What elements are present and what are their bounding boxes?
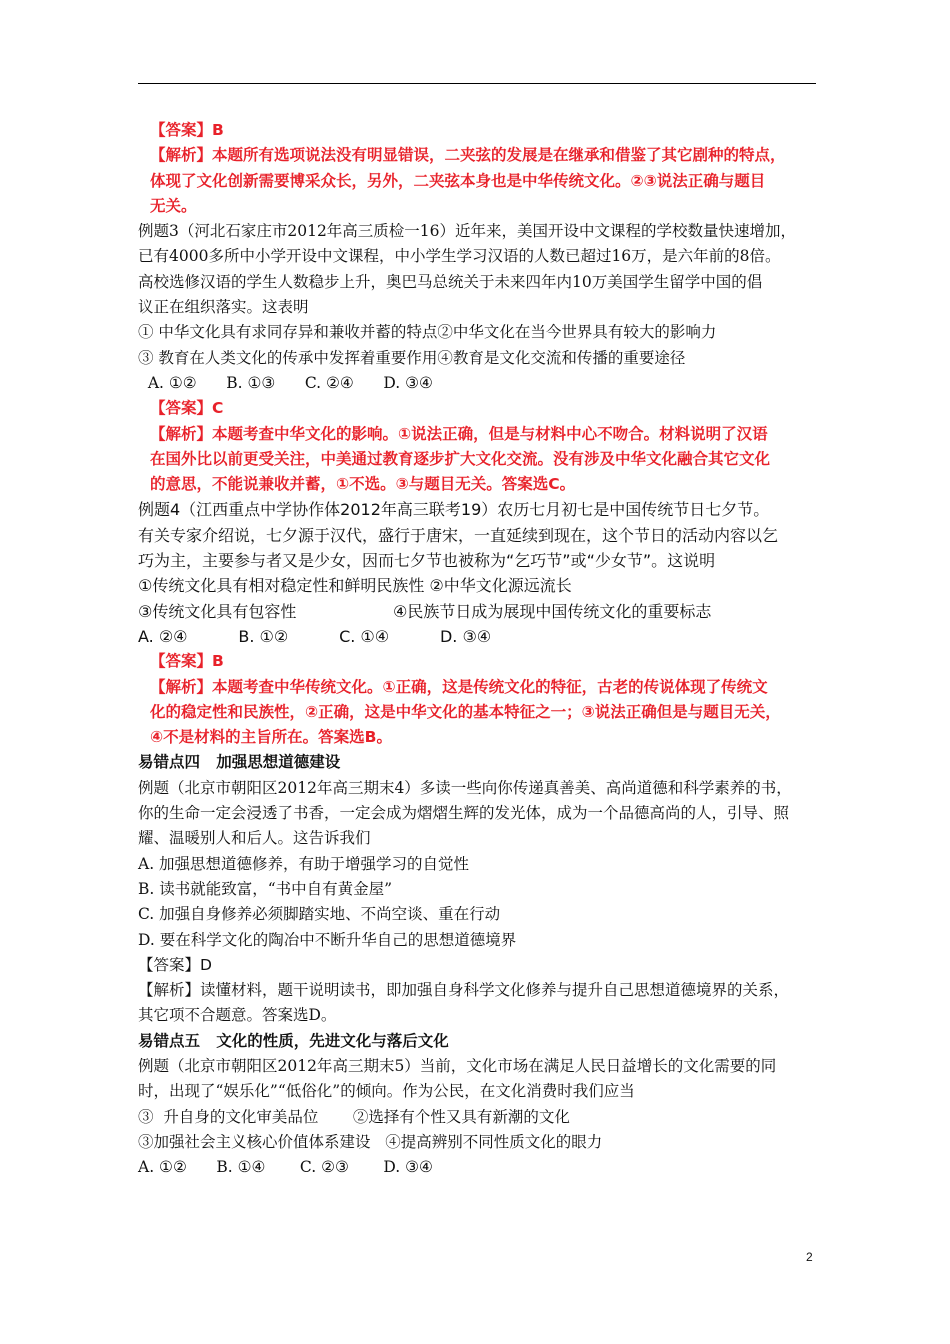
text-line: 你的生命一定会浸透了书香，一定会成为熠熠生辉的发光体，成为一个品德高尚的人，引导、照	[138, 804, 790, 823]
text-line: 【解析】本题考查中华文化的影响。①说法正确，但是与材料中心不吻合。材料说明了汉语	[150, 424, 768, 443]
text-line: 例题3（河北石家庄市2012年高三质检一16）近年来，美国开设中文课程的学校数量快速增加，	[138, 222, 797, 241]
text-line: 【解析】本题考查中华传统文化。①正确，这是传统文化的特征，古老的传说体现了传统文	[150, 677, 768, 696]
text-line: 已有4000多所中小学开设中文课程，中小学生学习汉语的人数已超过16万，是六年前的8倍。	[138, 247, 781, 266]
text-line: 体现了文化创新需要博采众长，另外，二夹弦本身也是中华传统文化。②③说法正确与题目	[150, 171, 766, 190]
text-line: 在国外比以前更受关注，中美通过教育逐步扩大文化交流。没有涉及中华文化融合其它文化	[150, 449, 771, 468]
text-line: 的意思，不能说兼收并蓄，①不选。③与题目无关。答案选C。	[150, 475, 576, 494]
text-line: A. ①② B. ①③ C. ②④ D. ③④	[138, 373, 433, 392]
text-line: 其它项不合题意。答案选D。	[138, 1006, 337, 1025]
text-line: ③加强社会主义核心价值体系建设 ④提高辨别不同性质文化的眼力	[138, 1132, 603, 1151]
text-line: 【答案】B	[150, 121, 224, 139]
text-line: 时，出现了“娱乐化”“低俗化”的倾向。作为公民，在文化消费时我们应当	[138, 1082, 635, 1101]
text-line: ③传统文化具有包容性 ④民族节日成为展现中国传统文化的重要标志	[138, 601, 712, 621]
text-line: 高校选修汉语的学生人数稳步上升，奥巴马总统关于未来四年内10万美国学生留学中国的倡	[138, 272, 763, 291]
text-line: 【答案】C	[150, 399, 224, 418]
text-line: D. 要在科学文化的陶冶中不断升华自己的思想道德境界	[138, 930, 517, 949]
text-line: 议正在组织落实。这表明	[138, 298, 309, 317]
text-line: ① 中华文化具有求同存异和兼收并蓄的特点②中华文化在当今世界具有较大的影响力	[138, 323, 717, 342]
text-line: 【答案】B	[150, 652, 224, 671]
text-line: A. ①② B. ①④ C. ②③ D. ③④	[138, 1158, 433, 1177]
text-line: 例题（北京市朝阳区2012年高三期末5）当前，文化市场在满足人民日益增长的文化需要的同	[138, 1056, 777, 1075]
text-line: 例题（北京市朝阳区2012年高三期末4）多读一些向你传递真善美、高尚道德和科学素养的书，	[138, 778, 792, 797]
text-line: C. 加强自身修养必须脚踏实地、不尚空谈、重在行动	[138, 905, 501, 924]
text-line: 化的稳定性和民族性，②正确，这是中华文化的基本特征之一；③说法正确但是与题目无关，	[150, 702, 781, 721]
text-line: 无关。	[150, 196, 197, 215]
text-line: ③ 教育在人类文化的传承中发挥着重要作用④教育是文化交流和传播的重要途径	[138, 348, 686, 367]
text-line: 【答案】D	[138, 955, 212, 974]
text-line: A. 加强思想道德修养，有助于增强学习的自觉性	[138, 854, 470, 873]
text-line: 耀、温暖别人和后人。这告诉我们	[138, 829, 371, 848]
page-body	[138, 118, 818, 1180]
text-line: 巧为主，主要参与者又是少女，因而七夕节也被称为“乞巧节”或“少女节”。这说明	[138, 551, 716, 571]
text-line: 易错点五 文化的性质，先进文化与落后文化	[138, 1031, 449, 1050]
text-line: ①传统文化具有相对稳定性和鲜明民族性 ②中华文化源远流长	[138, 576, 572, 596]
text-line: 例题4（江西重点中学协作体2012年高三联考19）农历七月初七是中国传统节日七夕节。	[138, 500, 770, 520]
text-line: 【解析】读懂材料，题干说明读书，即加强自身科学文化修养与提升自己思想道德境界的关系，	[138, 981, 790, 1000]
text-line: 有关专家介绍说，七夕源于汉代，盛行于唐宋，一直延续到现在，这个节日的活动内容以乞	[138, 525, 779, 545]
header-rule	[138, 83, 816, 84]
text-line: ③ 升自身的文化审美品位 ②选择有个性又具有新潮的文化	[138, 1107, 570, 1126]
text-line: 易错点四 加强思想道德建设	[138, 753, 341, 772]
page-number: 2	[806, 1250, 813, 1264]
text-line: ④不是材料的主旨所在。答案选B。	[150, 728, 392, 747]
text-line: 【解析】本题所有选项说法没有明显错误，二夹弦的发展是在继承和借鉴了其它剧种的特点，	[150, 146, 786, 165]
text-line: B. 读书就能致富，“书中自有黄金屋”	[138, 879, 393, 898]
text-line: A. ②④ B. ①② C. ①④ D. ③④	[138, 626, 492, 646]
